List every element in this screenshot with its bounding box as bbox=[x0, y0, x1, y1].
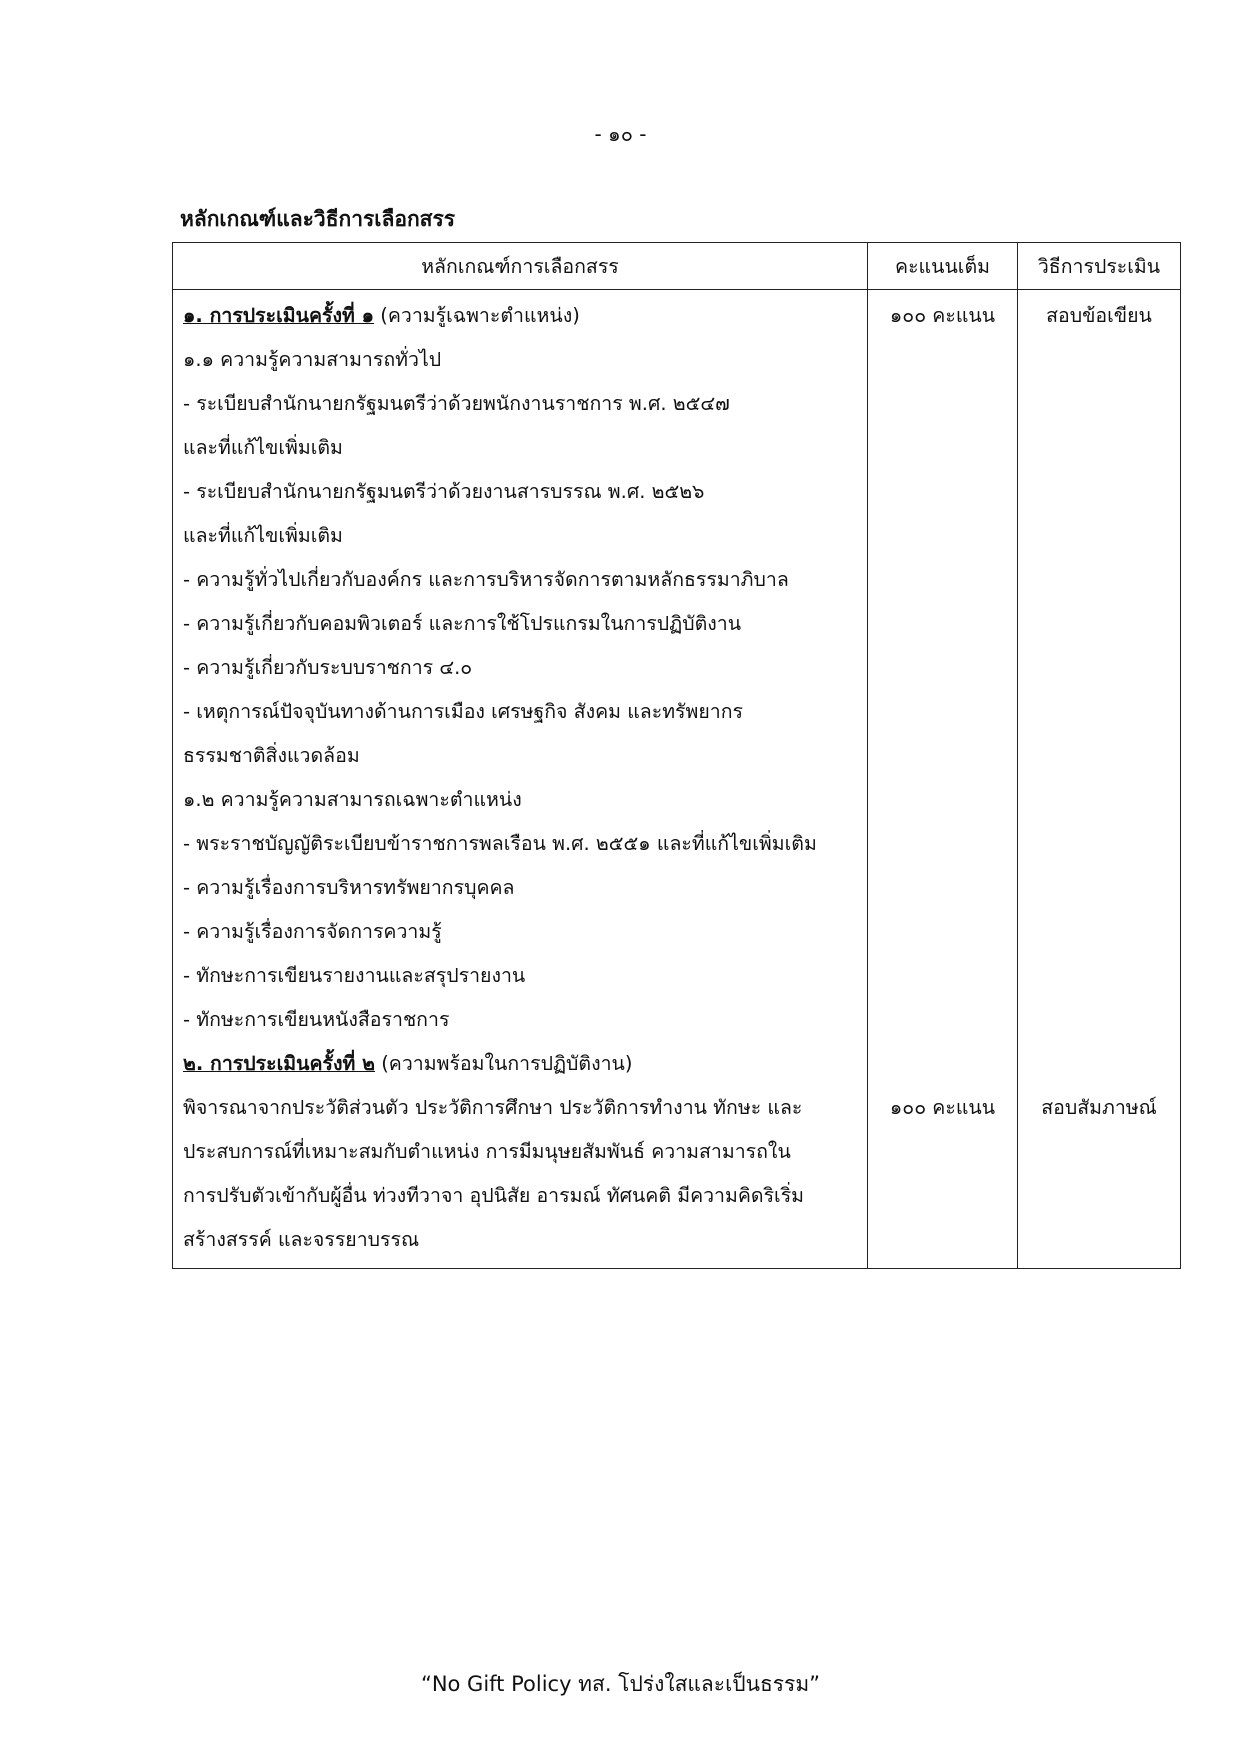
score-spacer bbox=[868, 338, 1017, 1086]
header-criteria: หลักเกณฑ์การเลือกสรร bbox=[173, 243, 868, 290]
table-row bbox=[173, 290, 1181, 1269]
criteria-line: ๑.๒ ความรู้ความสามารถเฉพาะตำแหน่ง bbox=[183, 788, 522, 811]
header-method: วิธีการประเมิน bbox=[1018, 243, 1181, 290]
score-cell bbox=[868, 290, 1018, 1269]
criteria-line: - พระราชบัญญัติระเบียบข้าราชการพลเรือน พ.ศ. ๒๕๕๑ และที่แก้ไขเพิ่มเติม bbox=[183, 832, 817, 855]
score-value-1: ๑๐๐ คะแนน bbox=[889, 304, 996, 327]
section-heading bbox=[183, 1042, 857, 1086]
criteria-line: - ความรู้เกี่ยวกับคอมพิวเตอร์ และการใช้โปรแกรมในการปฏิบัติงาน bbox=[183, 612, 742, 635]
criteria-line: - ความรู้ทั่วไปเกี่ยวกับองค์กร และการบริหารจัดการตามหลักธรรมาภิบาล bbox=[183, 568, 789, 591]
criteria-line: - ระเบียบสำนักนายกรัฐมนตรีว่าด้วยงานสารบรรณ พ.ศ. ๒๕๒๖ bbox=[183, 480, 705, 503]
criteria-cell bbox=[173, 290, 868, 1269]
criteria-line: - ทักษะการเขียนหนังสือราชการ bbox=[183, 1008, 450, 1031]
section-note: (ความรู้เฉพาะตำแหน่ง) bbox=[374, 304, 580, 327]
criteria-line: - ทักษะการเขียนรายงานและสรุปรายงาน bbox=[183, 964, 526, 987]
method-value-1: สอบข้อเขียน bbox=[1046, 304, 1152, 327]
criteria-line: พิจารณาจากประวัติส่วนตัว ประวัติการศึกษา ประวัติการทำงาน ทักษะ และ bbox=[183, 1096, 803, 1119]
selection-criteria-table bbox=[172, 242, 1181, 1269]
method-cell bbox=[1018, 290, 1181, 1269]
footer-slogan: “No Gift Policy ทส. โปร่งใสและเป็นธรรม” bbox=[420, 1672, 821, 1696]
method-spacer bbox=[1018, 338, 1180, 1086]
criteria-line: - ความรู้เรื่องการบริหารทรัพยากรบุคคล bbox=[183, 876, 515, 899]
header-full-score: คะแนนเต็ม bbox=[868, 243, 1018, 290]
section-note: (ความพร้อมในการปฏิบัติงาน) bbox=[375, 1052, 633, 1075]
criteria-line: - เหตุการณ์ปัจจุบันทางด้านการเมือง เศรษฐกิจ สังคม และทรัพยากร bbox=[183, 700, 744, 723]
criteria-line: ธรรมชาติสิ่งแวดล้อม bbox=[183, 744, 360, 767]
criteria-line: สร้างสรรค์ และจรรยาบรรณ bbox=[183, 1228, 420, 1251]
page-number: - ๑๐ - bbox=[594, 122, 647, 146]
section-label: ๑. การประเมินครั้งที่ ๑ bbox=[183, 304, 375, 327]
criteria-line: - ความรู้เกี่ยวกับระบบราชการ ๔.๐ bbox=[183, 656, 473, 679]
criteria-line: ๑.๑ ความรู้ความสามารถทั่วไป bbox=[183, 348, 442, 371]
criteria-line: - ความรู้เรื่องการจัดการความรู้ bbox=[183, 920, 442, 943]
criteria-line: และที่แก้ไขเพิ่มเติม bbox=[183, 436, 343, 459]
criteria-line: และที่แก้ไขเพิ่มเติม bbox=[183, 524, 343, 547]
score-value-2: ๑๐๐ คะแนน bbox=[889, 1096, 996, 1119]
section-heading bbox=[183, 294, 857, 338]
document-title: หลักเกณฑ์และวิธีการเลือกสรร bbox=[180, 207, 456, 231]
criteria-line: การปรับตัวเข้ากับผู้อื่น ท่วงทีวาจา อุปนิสัย อารมณ์ ทัศนคติ มีความคิดริเริ่ม bbox=[183, 1184, 805, 1207]
section-label: ๒. การประเมินครั้งที่ ๒ bbox=[183, 1052, 375, 1075]
criteria-line: ประสบการณ์ที่เหมาะสมกับตำแหน่ง การมีมนุษยสัมพันธ์ ความสามารถใน bbox=[183, 1140, 791, 1163]
criteria-line: - ระเบียบสำนักนายกรัฐมนตรีว่าด้วยพนักงานราชการ พ.ศ. ๒๕๔๗ bbox=[183, 392, 730, 415]
table-header-row bbox=[173, 243, 1181, 290]
method-value-2: สอบสัมภาษณ์ bbox=[1041, 1096, 1157, 1119]
